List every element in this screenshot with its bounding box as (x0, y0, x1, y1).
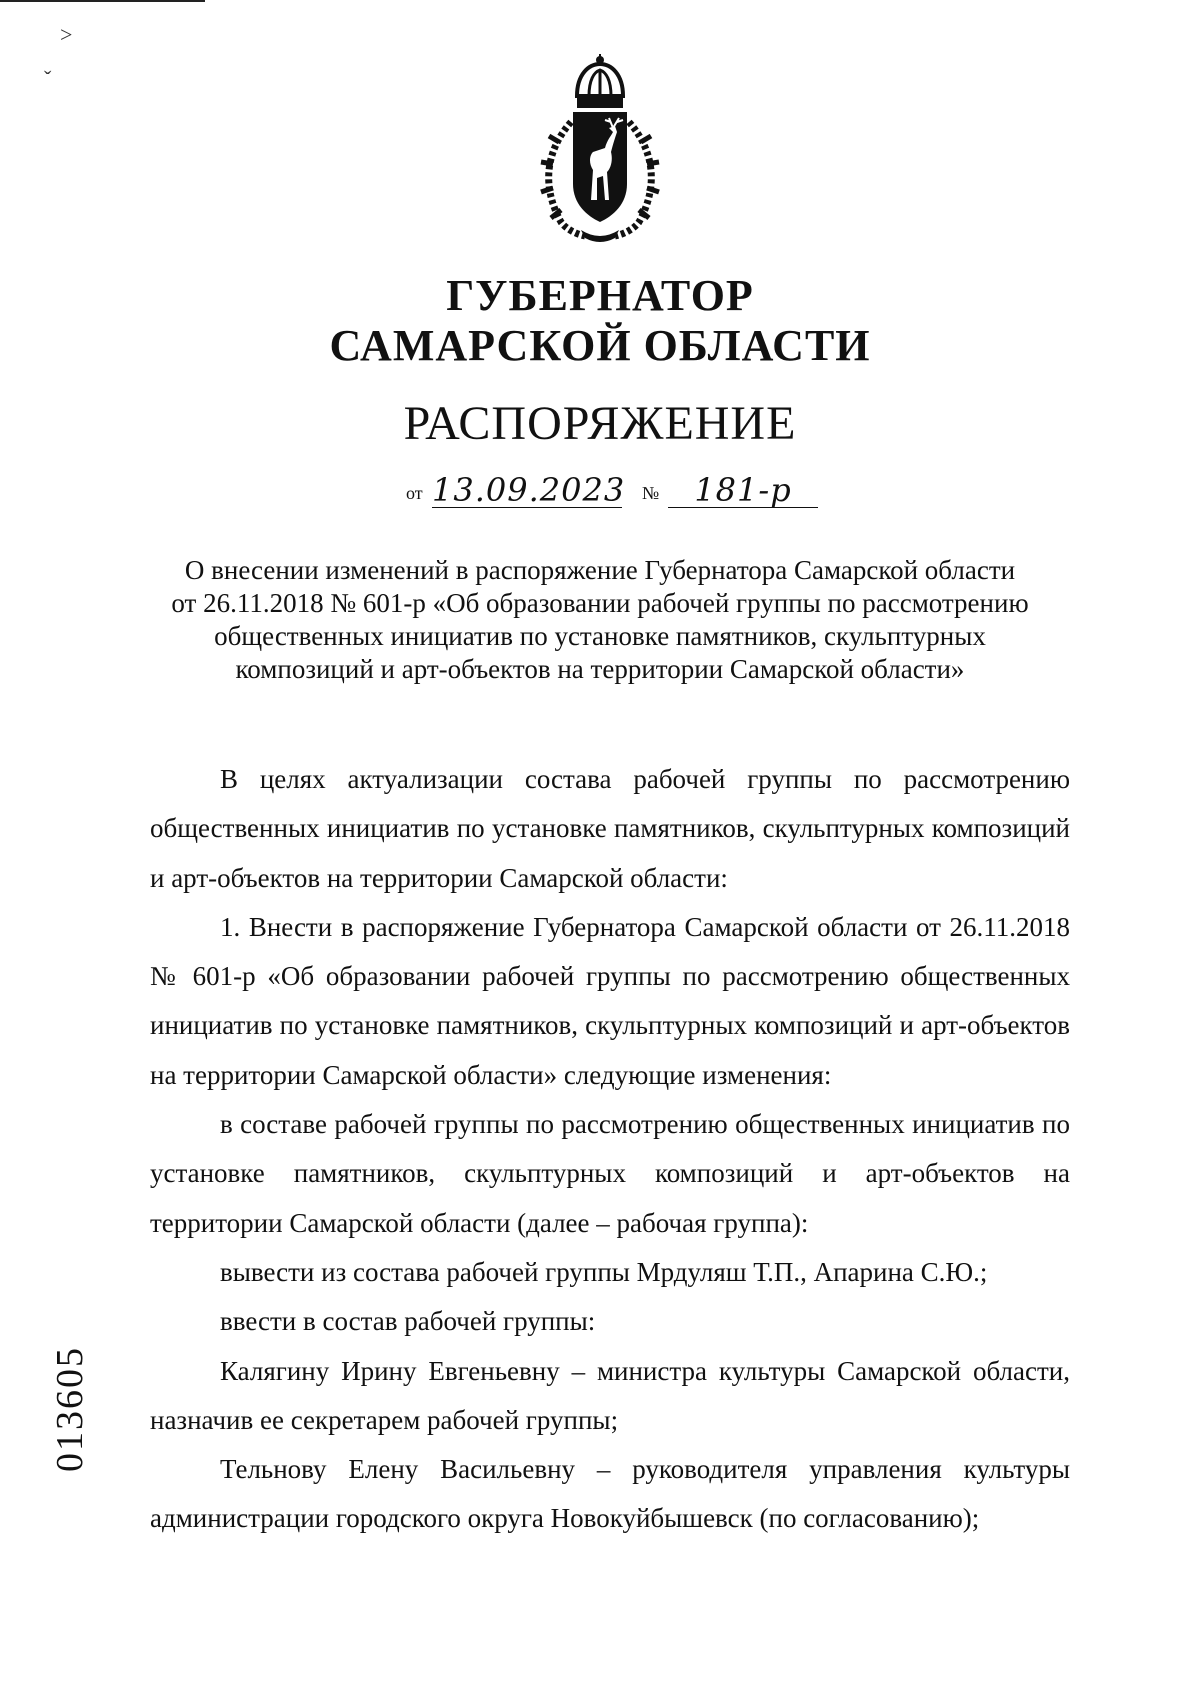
subject-line: О внесении изменений в распоряжение Губернатора Самарской области (184, 555, 1016, 585)
scan-speck: ˇ (44, 66, 52, 91)
document-body (150, 755, 1070, 1544)
date-from-label: от (406, 483, 423, 503)
subject-line: композиций и арт-объектов на территории Самарской области» (235, 654, 965, 684)
body-paragraph: в составе рабочей группы по рассмотрению общественных инициатив по установке памятников, скульптурных композиций и арт-объектов на территории Самарской области (далее – рабочая группа): (150, 1109, 1070, 1238)
body-paragraph: вывести из состава рабочей группы Мрдуляш Т.П., Апарина С.Ю.; (220, 1256, 988, 1287)
body-paragraph: 1. Внести в распоряжение Губернатора Самарской области от 26.11.2018 № 601-р «Об образовании рабочей группы по рассмотрению общественных инициатив по установке памятников, скульптурных композиций и арт-объектов на территории Самарской области» следующие изменения: (150, 911, 1070, 1090)
body-paragraph: ввести в состав рабочей группы: (220, 1306, 596, 1337)
body-paragraph: Тельнову Елену Васильевну – руководителя управления культуры администрации городского округа Новокуйбышевск (по согласованию); (150, 1454, 1070, 1534)
issuer-title-line1: ГУБЕРНАТОР (446, 271, 754, 320)
document-subject (140, 554, 1060, 686)
scan-artifact-line (0, 0, 205, 2)
date-number-line (406, 470, 846, 510)
handwritten-number: 181-р (668, 473, 818, 508)
subject-line: от 26.11.2018 № 601-р «Об образовании рабочей группы по рассмотрению (171, 588, 1029, 618)
samara-coat-of-arms-icon (519, 52, 681, 242)
body-paragraph: Калягину Ирину Евгеньевну – министра культуры Самарской области, назначив ее секретарем рабочей группы; (150, 1355, 1070, 1435)
issuer-title-line2: САМАРСКОЙ ОБЛАСТИ (329, 321, 871, 370)
subject-line: общественных инициатив по установке памятников, скульптурных (214, 621, 986, 651)
number-label: № (642, 483, 660, 503)
serial-number: 013605 (49, 1346, 91, 1472)
handwritten-date: 13.09.2023 (432, 471, 626, 509)
document-type-title: РАСПОРЯЖЕНИЕ (403, 397, 797, 450)
body-paragraph: В целях актуализации состава рабочей группы по рассмотрению общественных инициатив по установке памятников, скульптурных композиций и арт-объектов на территории Самарской области: (150, 764, 1070, 893)
scan-speck: ˃ (60, 22, 73, 47)
